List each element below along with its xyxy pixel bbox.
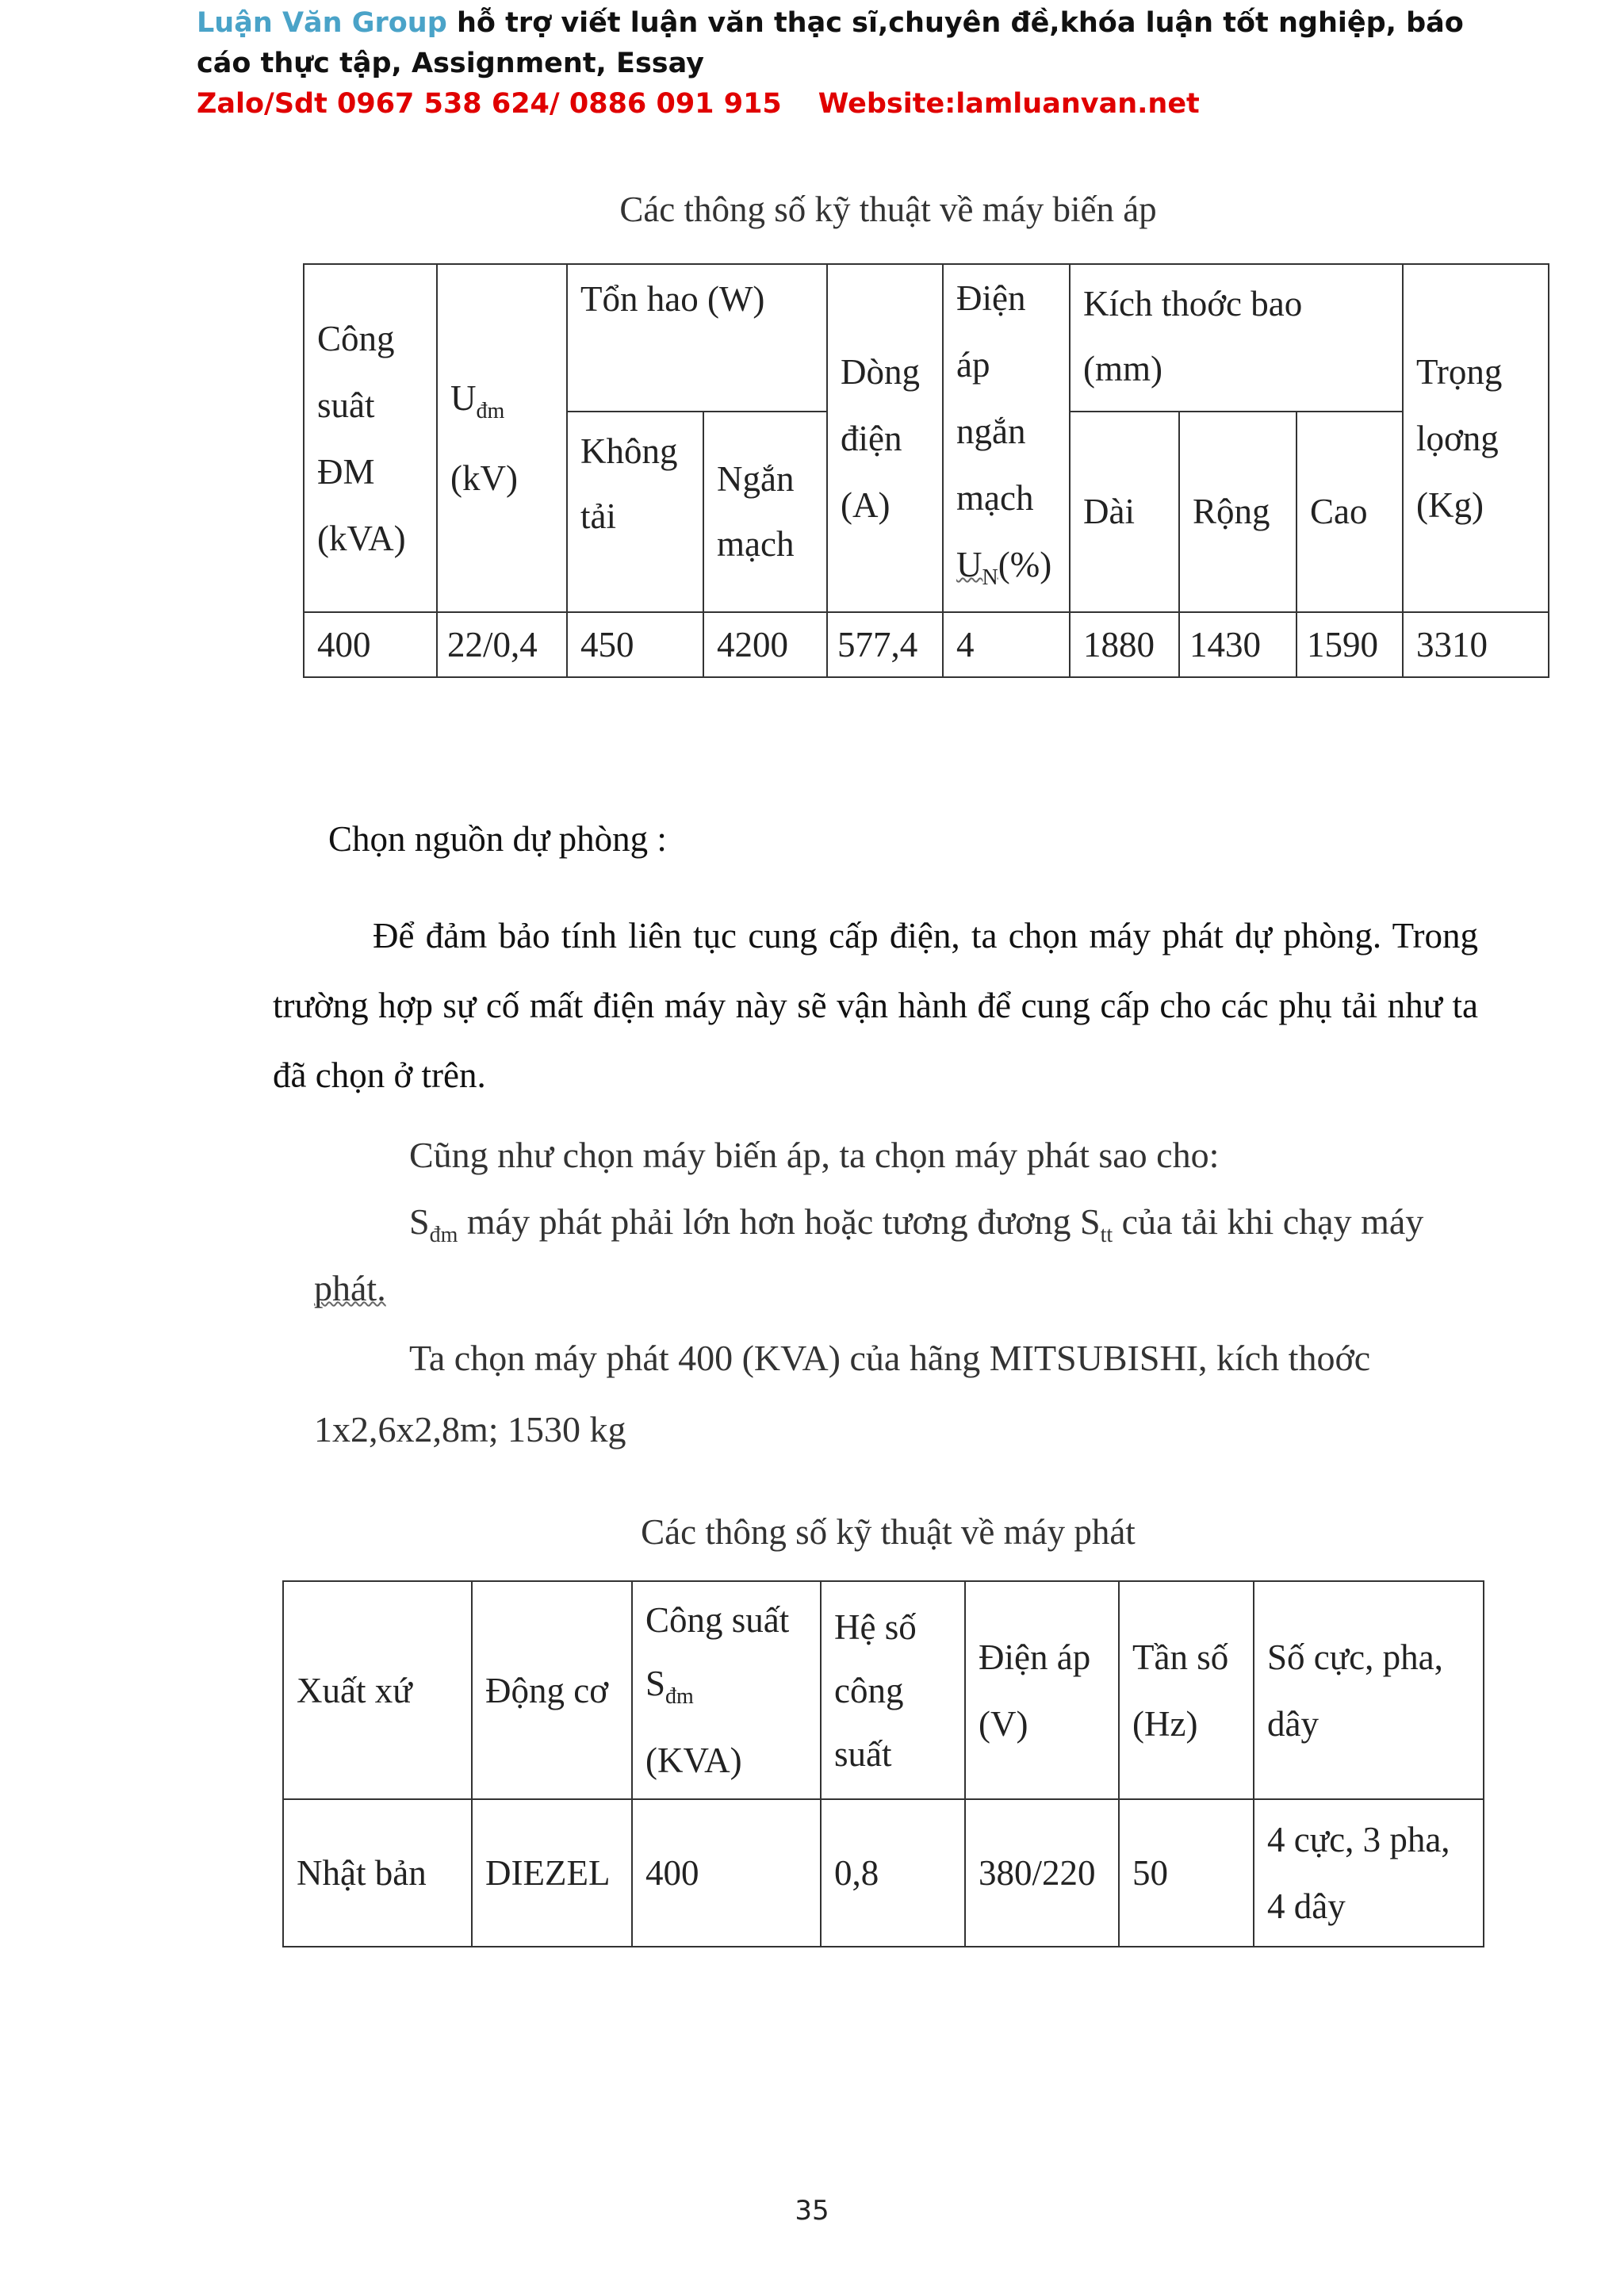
th-un-unit: (%): [998, 545, 1052, 584]
th-u-unit: (kV): [450, 458, 518, 498]
transformer-caption: Các thông số kỹ thuật về máy biến áp: [619, 190, 1157, 229]
table-cell: 1430: [1179, 612, 1297, 677]
th-loss-noload: Không tải: [567, 412, 703, 612]
brand-name: Luận Văn Group: [197, 7, 447, 39]
th-power: Công suất $S_{đm}$ (KVA): [632, 1581, 821, 1799]
table-cell: 400: [632, 1799, 821, 1947]
th-weight: Trọng lọơng (Kg): [1403, 264, 1549, 612]
header-tagline: hỗ trợ viết luận văn thạc sĩ,chuyên đề,khóa luận tốt nghiệp, báo cáo thực tập, Assignment, Essay: [197, 7, 1464, 79]
scan-line-3-tail: 1x2,6x2,8m; 1530 kg: [314, 1409, 626, 1450]
th-short-voltage-label: Điện áp ngắn mạch: [956, 278, 1034, 518]
scan-line-2-tail: phát.: [314, 1268, 386, 1308]
th-poles: Số cực, pha, dây: [1254, 1581, 1484, 1799]
th-loss-short: Ngắn mạch: [703, 412, 827, 612]
th-voltage: Điện áp (V): [965, 1581, 1119, 1799]
scan-line-1: Cũng như chọn máy biến áp, ta chọn máy phát sao cho:: [409, 1135, 1220, 1175]
table-cell: 50: [1119, 1799, 1254, 1947]
generator-table: [282, 1580, 1484, 1947]
table-cell: 400: [304, 612, 437, 677]
th-frequency: Tần số (Hz): [1119, 1581, 1254, 1799]
table-cell: 0,8: [821, 1799, 965, 1947]
th-power: Công suât ĐM (kVA): [304, 264, 437, 612]
table-cell: 1590: [1297, 612, 1403, 677]
scan-line-3: Ta chọn máy phát 400 (KVA) của hãng MITSUBISHI, kích thoớc: [409, 1338, 1371, 1378]
th-origin: Xuất xứ: [283, 1581, 472, 1799]
th-width: Rộng: [1179, 412, 1297, 612]
table-cell: 22/0,4: [437, 612, 567, 677]
site-header: [197, 3, 1497, 124]
table-cell: 577,4: [827, 612, 943, 677]
scan-line-2: $S_{đm}$ máy phát phải lớn hơn hoặc tương đương $S_{tt}$ của tải khi chạy máy: [409, 1201, 1424, 1247]
page-number: 35: [795, 2195, 829, 2227]
table-cell: 450: [567, 612, 703, 677]
th-u-sub: đm: [476, 399, 505, 423]
table-cell: 4200: [703, 612, 827, 677]
table-cell: 3310: [1403, 612, 1549, 677]
th-un: $U_N$: [956, 545, 998, 590]
th-length: Dài: [1070, 412, 1179, 612]
contact-phone: Zalo/Sdt 0967 538 624/ 0886 091 915: [197, 88, 782, 120]
th-short-voltage: [943, 264, 1070, 612]
generator-caption: Các thông số kỹ thuật về máy phát: [641, 1512, 1136, 1552]
th-u: U: [450, 378, 477, 418]
th-size: Kích thoớc bao (mm): [1070, 264, 1403, 412]
table-cell: DIEZEL: [472, 1799, 632, 1947]
paragraph-backup-source: Để đảm bảo tính liên tục cung cấp điện, ta chọn máy phát dự phòng. Trong trường hợp sự cố mất điện máy này sẽ vận hành để cung cấp cho các phụ tải như ta đã chọn ở trên.: [273, 916, 1478, 1095]
th-loss: Tổn hao (W): [567, 264, 827, 412]
section-heading: Chọn nguồn dự phòng :: [328, 819, 667, 859]
th-voltage-rated: [437, 264, 567, 612]
table-cell: 1880: [1070, 612, 1179, 677]
table-cell: Nhật bản: [283, 1799, 472, 1947]
table-cell: 380/220: [965, 1799, 1119, 1947]
th-power-factor: Hệ số công suất: [821, 1581, 965, 1799]
th-height: Cao: [1297, 412, 1403, 612]
table-cell: 4: [943, 612, 1070, 677]
transformer-table: [303, 263, 1549, 678]
th-current: Dòng điện (A): [827, 264, 943, 612]
table-cell: 4 cực, 3 pha, 4 dây: [1254, 1799, 1484, 1947]
th-engine: Động cơ: [472, 1581, 632, 1799]
website-link[interactable]: Website:lamluanvan.net: [818, 88, 1200, 120]
